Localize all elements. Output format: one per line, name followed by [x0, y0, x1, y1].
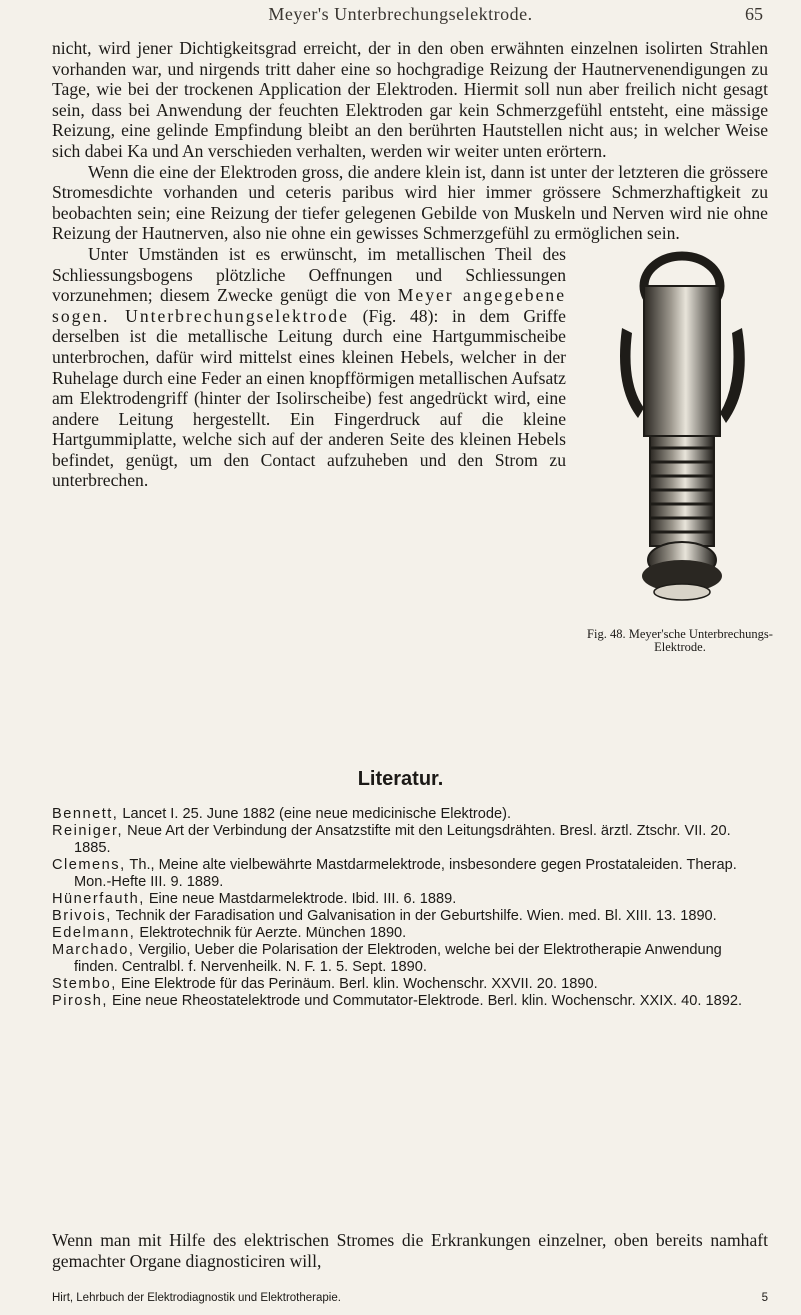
footer-signature: 5 [761, 1292, 768, 1304]
footer-source: Hirt, Lehrbuch der Elektrodiagnostik und Elektrotherapie. [52, 1292, 341, 1304]
literature-author: Brivois, [52, 908, 112, 924]
literature-list [52, 806, 768, 1010]
literature-reference: Technik der Faradisation und Galvanisation in der Geburtshilfe. Wien. med. Bl. XIII. 13. 1890. [111, 908, 717, 924]
literature-reference: Th., Meine alte vielbewährte Mastdarmelektrode, insbesondere gegen Prostataleiden. Therap. Mon.-Hefte III. 9. 1889. [74, 857, 737, 890]
literature-reference: Elektrotechnik für Aerzte. München 1890. [135, 925, 407, 941]
literature-author: Reiniger, [52, 823, 124, 839]
literature-author: Marchado, [52, 942, 135, 958]
literature-reference: Eine neue Rheostatelektrode und Commutator-Elektrode. Berl. klin. Wochenschr. XXIX. 40. 1892. [107, 993, 743, 1009]
literature-author: Bennett, [52, 806, 119, 822]
literature-entry [52, 908, 768, 925]
literature-reference: Eine neue Mastdarmelektrode. Ibid. III. 6. 1889. [144, 891, 457, 907]
running-header: Meyer's Unterbrechungselektrode. [268, 4, 533, 24]
body-text [52, 38, 773, 693]
literature-entry [52, 823, 768, 857]
literature-entry [52, 806, 768, 823]
literature-author: Stembo, [52, 976, 117, 992]
paragraph-3: Unter Umständen ist es erwünscht, im metallischen Theil des Schliessungsbogens plötzliche Oeffnungen und Schliessungen vorzunehmen; diesem Zwecke genügt die von Meyer angegebene sogen. Unterbrechungselektrode (Fig. 48): in dem Griffe derselben ist die metallische Leitung durch eine Hartgummischeibe unterbrochen, dafür wird mittelst eines kleinen Hebels, welcher in der Ruhelage durch eine Feder an einen knopfförmigen metallischen Aufsatz am Elektrodengriff (hinter der Isolirscheibe) fest angedrückt wird, eine andere Leitung hergestellt. Ein Fingerdruck auf die kleine Hartgummiplatte, welche sich auf der anderen Seite des kleinen Hebels befindet, genügt, um den Contact aufzuheben und den Strom zu unterbrechen. [52, 243, 566, 491]
literature-entry [52, 976, 768, 993]
literature-entry [52, 993, 768, 1010]
page-footer [52, 1292, 768, 1304]
paragraph-2: Wenn die eine der Elektroden gross, die andere klein ist, dann ist unter der letzteren die grössere Stromesdichte vorhanden und ceteris paribus wird hier immer grössere Schmerzhaftigkeit zu beobachten sein; eine Reizung der tiefer gelegenen Gebilde von Muskeln und Nerven wird nie ohne Reizung der Hautnerven, also nie ohne ein gewisses Schmerzgefühl zu ermöglichen sein. [52, 161, 768, 244]
spaced-emphasis: Meyer angegebene sogen. Unterbrechungselektrode [52, 285, 566, 326]
literature-entry [52, 857, 768, 891]
literature-heading: Literatur. [357, 768, 444, 790]
literature-entry [52, 942, 768, 976]
literature-reference: Neue Art der Verbindung der Ansatzstifte mit den Leitungsdrähten. Bresl. ärztl. Ztschr. VII. 20. 1885. [74, 823, 731, 856]
literature-author: Pirosh, [52, 993, 108, 1009]
literature-author: Clemens, [52, 857, 126, 873]
page-number: 65 [745, 4, 763, 24]
literature-entry [52, 891, 768, 908]
literature-author: Edelmann, [52, 925, 136, 941]
literature-entry [52, 925, 768, 942]
closing-paragraph: Wenn man mit Hilfe des elektrischen Stromes die Erkrankungen einzelner, oben bereits namhaft gemachter Organe diagnosticiren will, [52, 1230, 768, 1271]
paragraph-1: nicht, wird jener Dichtigkeitsgrad erreicht, der in den oben erwähnten einzelnen isolirten Strahlen vorhanden war, und nirgends tritt daher eine so hochgradige Reizung der Hautnervenendigungen zu Tage, wie bei der trockenen Application der Elektroden. Hiermit soll nun aber freilich nicht gesagt sein, dass bei Anwendung der feuchten Elektroden gar kein Schmerzgefühl entsteht, eine mässige Reizung, eine gelinde Empfindung bleibt an den berührten Hautstellen nicht aus; in welcher Weise sich dabei Ka und An verschieden verhalten, werden wir weiter unten erörtern. [52, 38, 768, 161]
literature-reference: Lancet I. 25. June 1882 (eine neue medicinische Elektrode). [118, 806, 512, 822]
literature-reference: Eine Elektrode für das Perinäum. Berl. klin. Wochenschr. XXVII. 20. 1890. [116, 976, 598, 992]
figure-48 [574, 248, 786, 693]
literature-reference: Vergilio, Ueber die Polarisation der Elektroden, welche bei der Elektrotherapie Anwendung finden. Centralbl. f. Nervenheilk. N. F. 1. 5. Sept. 1890. [74, 942, 722, 975]
literature-author: Hünerfauth, [52, 891, 145, 907]
electrode-illustration [614, 248, 754, 618]
figure-caption: Fig. 48. Meyer'sche Unterbrechungs-Elektrode. [587, 626, 773, 654]
